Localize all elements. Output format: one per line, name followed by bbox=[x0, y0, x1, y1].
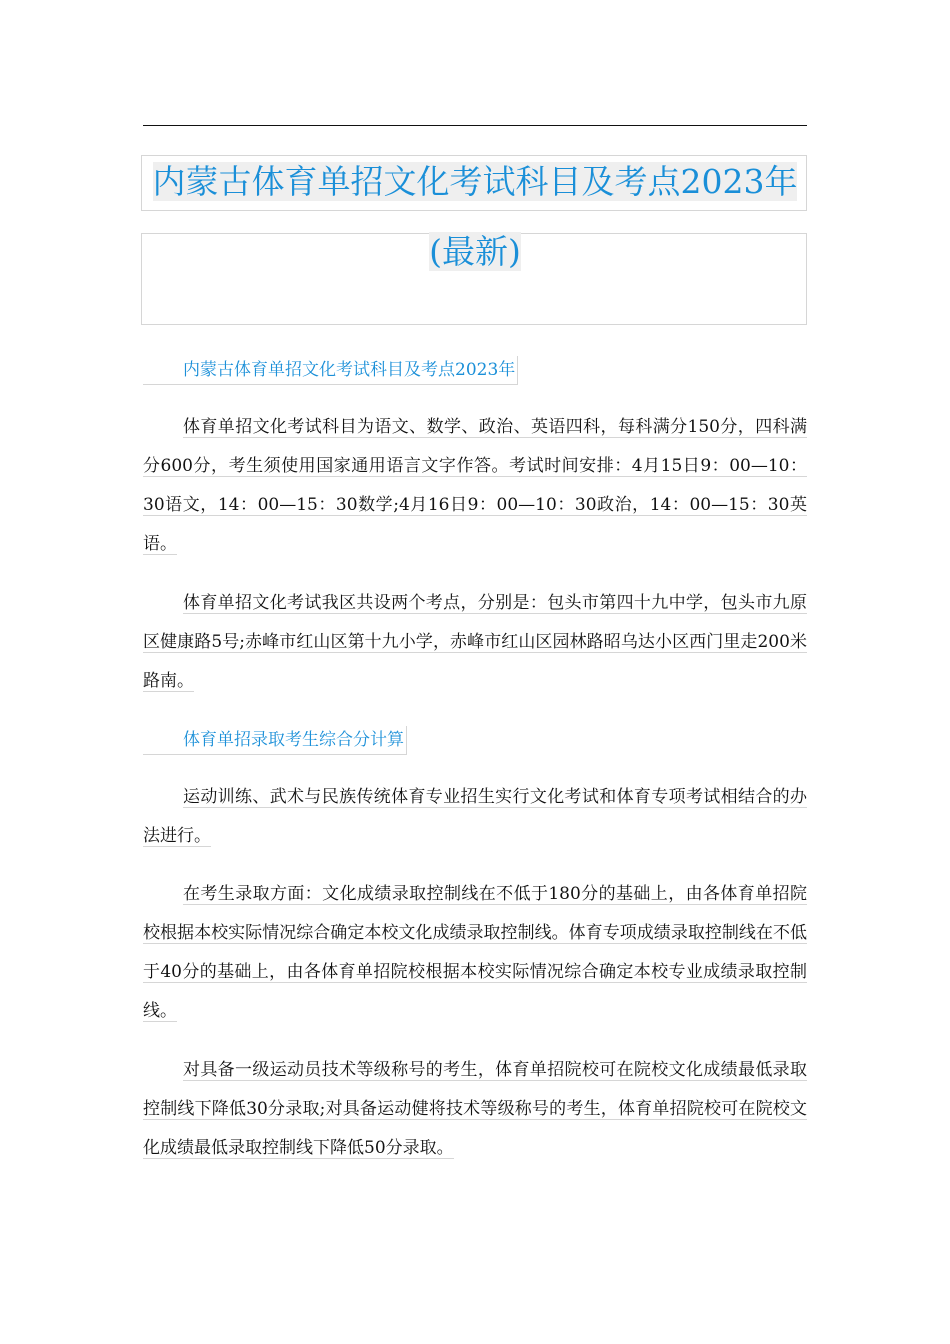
section-heading-score-calculation: 体育单招录取考生综合分计算 bbox=[143, 726, 407, 755]
document-title-text: 内蒙古体育单招文化考试科目及考点2023年(最新) bbox=[152, 162, 798, 271]
paragraph-admission-control-lines bbox=[143, 875, 807, 1031]
paragraph-admission-method bbox=[143, 778, 807, 856]
section-heading-exam-subjects: 内蒙古体育单招文化考试科目及考点2023年 bbox=[143, 356, 518, 385]
document-title bbox=[143, 147, 807, 287]
paragraph-text: 运动训练、武术与民族传统体育专业招生实行文化考试和体育专项考试相结合的办法进行。 bbox=[143, 787, 807, 846]
paragraph-exam-schedule bbox=[143, 408, 807, 564]
paragraph-text: 在考生录取方面：文化成绩录取控制线在不低于180分的基础上，由各体育单招院校根据本校实际情况综合确定本校文化成绩录取控制线。体育专项成绩录取控制线在不低于40分的基础上，由各体育单招院校根据本校实际情况综合确定本校专业成绩录取控制线。 bbox=[143, 884, 807, 1021]
top-rule bbox=[143, 125, 807, 126]
paragraph-text: 对具备一级运动员技术等级称号的考生，体育单招院校可在院校文化成绩最低录取控制线下降低30分录取;对具备运动健将技术等级称号的考生，体育单招院校可在院校文化成绩最低录取控制线下降低50分录取。 bbox=[143, 1060, 807, 1158]
paragraph-exam-locations bbox=[143, 584, 807, 701]
paragraph-athlete-bonus bbox=[143, 1051, 807, 1168]
paragraph-text: 体育单招文化考试科目为语文、数学、政治、英语四科，每科满分150分，四科满分600分，考生须使用国家通用语言文字作答。考试时间安排：4月15日9：00—10：30语文，14：00—15：30数学;4月16日9：00—10：30政治，14：00—15：30英语。 bbox=[143, 417, 807, 554]
paragraph-text: 体育单招文化考试我区共设两个考点，分别是：包头市第四十九中学，包头市九原区健康路5号;赤峰市红山区第十九小学，赤峰市红山区园林路昭乌达小区西门里走200米路南。 bbox=[143, 593, 807, 691]
